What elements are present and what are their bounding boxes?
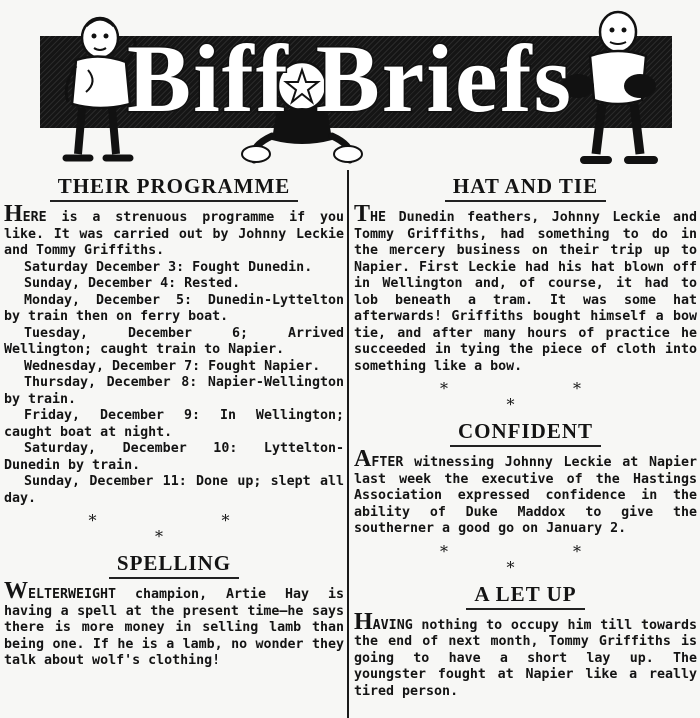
star-separator: * * * (88, 511, 290, 546)
programme-entry: Wednesday, December 7: Fought Napier. (24, 358, 321, 374)
heading-spelling: SPELLING (109, 551, 239, 579)
right-column (354, 168, 697, 700)
programme-entry: Monday, December 5: Dunedin-Lyttelton by train then on ferry boat. (4, 292, 344, 324)
heading-their-programme: THEIR PROGRAMME (50, 174, 299, 202)
programme-entry: Saturday, December 10: Lyttelton-Dunedin by train. (4, 441, 344, 473)
spelling-body: WELTERWEIGHT champion, Artie Hay is having a spell at the present time—he says there is more money in selling lamb than being one. If he is a lamb, no wonder they talk about wolf's clothing! (4, 578, 344, 668)
programme-entry: Friday, December 9: In Wellington; caught boat at night. (4, 408, 344, 440)
programme-entry: Thursday, December 8: Napier-Wellington by train. (4, 375, 344, 407)
column-divider (347, 170, 349, 718)
star-separator: * * * (439, 379, 642, 414)
heading-hat-and-tie: HAT AND TIE (445, 174, 606, 202)
left-column (4, 168, 344, 670)
masthead-title: Biff Briefs (127, 25, 573, 132)
confident-body: AFTER witnessing Johnny Leckie at Napier last week the executive of the Hastings Association expressed confidence in the ability of Duke Maddox to give the southerner a good go on January 2. (354, 446, 697, 536)
programme-entry: Saturday December 3: Fought Dunedin. (24, 259, 313, 275)
heading-confident: CONFIDENT (450, 419, 601, 447)
dropcap: H (4, 201, 23, 227)
programme-intro: HERE is a strenuous programme if you like. It was carried out by Johnny Leckie and Tommy Griffiths. (4, 201, 344, 258)
programme-entry: Tuesday, December 6; Arrived Wellington; caught train to Napier. (4, 325, 344, 357)
masthead (0, 0, 700, 170)
programme-entry: Sunday, December 4: Rested. (24, 276, 241, 291)
programme-entry: Sunday, December 11: Done up; slept all day. (4, 474, 344, 506)
hat-body: THE Dunedin feathers, Johnny Leckie and Tommy Griffiths, had something to do in the mercery business on their trip up to Napier. First Leckie had his hat blown off in Wellington and, of course, it had to lob beneath a tram. It was some hat afterwards! Griffiths bought himself a bow tie, and after many hours of practice he succeeded in tying the piece of cloth into something like a bow. (354, 201, 697, 374)
letup-body: HAVING nothing to occupy him till towards the end of next month, Tommy Griffiths is going to have a short lay up. The youngster fought at Napier like a really tired person. (354, 608, 697, 699)
star-separator: * * * (439, 541, 642, 577)
heading-a-let-up: A LET UP (466, 582, 584, 610)
